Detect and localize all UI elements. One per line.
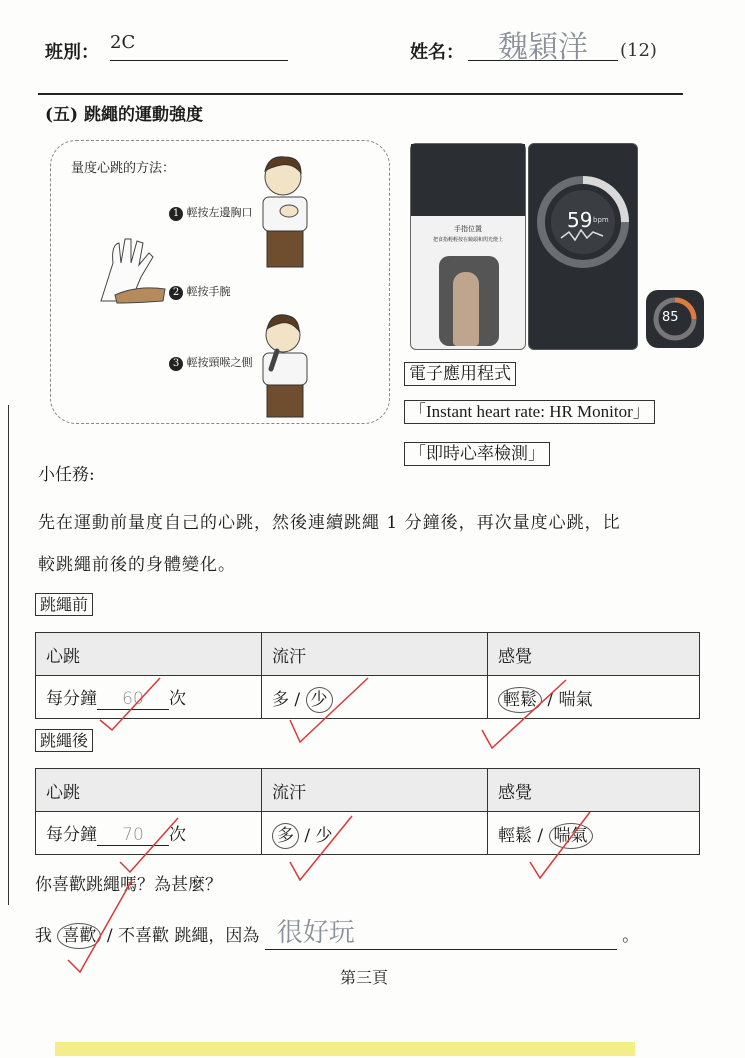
header-rule [38, 93, 683, 95]
after-table [35, 768, 700, 855]
after-header-heartbeat: 心跳 [36, 769, 262, 812]
app-screen-bpm [528, 143, 638, 350]
app-name-line3: 「即時心率檢測」 [404, 442, 550, 466]
after-header-row [36, 769, 700, 812]
step2-label: 輕按手腕 [186, 285, 231, 298]
answer-prefix: 我 [35, 926, 52, 946]
before-feel-a-circled: 輕鬆 [498, 687, 542, 713]
before-label: 跳繩前 [35, 593, 93, 616]
boy-neck-illustration [251, 309, 321, 419]
after-sweat-a-circled: 多 [272, 823, 299, 849]
step1-number: 1 [169, 207, 183, 221]
before-table [35, 632, 700, 719]
after-rate-prefix: 每分鐘 [46, 825, 97, 845]
answer-like-circled: 喜歡 [57, 923, 101, 949]
screen-top [411, 144, 525, 216]
step3 [169, 354, 253, 371]
before-rate-prefix: 每分鐘 [46, 689, 97, 709]
after-header-sweat: 流汗 [262, 769, 488, 812]
name-value: 魏穎洋 [498, 30, 588, 65]
before-value-row [36, 676, 700, 719]
method-card [50, 140, 390, 424]
step2-number: 2 [169, 286, 183, 300]
section-title: (五) 跳繩的運動強度 [45, 105, 204, 125]
after-sweat-b: 少 [315, 825, 333, 846]
answer-end: 。 [622, 926, 640, 946]
name-label: 姓名： [410, 42, 464, 63]
student-number: (12) [620, 40, 657, 61]
task-line1: 先在運動前量度自己的心跳，然後連續跳繩 1 分鐘後，再次量度心跳，比 [38, 513, 621, 533]
screen-label: 手指位置 [454, 225, 482, 233]
page-number: 第三頁 [340, 968, 389, 987]
task-line2: 較跳繩前後的身體變化。 [38, 555, 236, 575]
before-feel-cell: 輕鬆 / 喘氣 [488, 676, 700, 719]
class-value: 2C [110, 32, 136, 53]
after-rate-cell [36, 812, 262, 855]
class-label: 班別： [45, 42, 99, 63]
after-feel-a: 輕鬆 [498, 825, 532, 846]
before-sweat-b-circled: 少 [306, 687, 333, 713]
answer-middle: 跳繩，因為 [174, 926, 260, 946]
step3-number: 3 [169, 357, 183, 371]
step1-label: 輕按左邊胸口 [186, 206, 253, 219]
name-field [468, 22, 618, 65]
screen-hint: 把食指輕輕按在鏡頭和閃光燈上 [432, 237, 503, 243]
answer-line [35, 912, 675, 950]
after-rate-value: 70 [97, 825, 169, 846]
answer-reason: 很好玩 [265, 912, 617, 950]
app-screen-finger [410, 143, 526, 350]
after-rate-suffix: 次 [169, 825, 186, 845]
bpm-value: 59 [567, 208, 593, 232]
app-icon [646, 290, 704, 348]
task-label: 小任務: [38, 465, 95, 485]
answer-dislike: 不喜歡 [117, 926, 169, 946]
boy-chest-illustration [251, 149, 321, 269]
before-rate-cell [36, 676, 262, 719]
binder-edge [0, 405, 9, 905]
step3-label: 輕按頸喉之側 [186, 356, 253, 369]
app-name-line2: 「Instant heart rate: HR Monitor」 [404, 400, 655, 424]
before-feel-b: 喘氣 [558, 689, 593, 710]
after-feel-b-circled: 喘氣 [549, 823, 593, 849]
before-header-heartbeat: 心跳 [36, 633, 262, 676]
answer-slash: / [106, 926, 113, 946]
app-icon-value: 85 [662, 310, 679, 325]
after-value-row [36, 812, 700, 855]
highlight-strip [55, 1042, 635, 1056]
step1 [169, 204, 253, 221]
question-text: 你喜歡跳繩嗎？為甚麼？ [35, 875, 222, 895]
finger-photo [439, 256, 499, 346]
class-field [110, 32, 288, 61]
app-name-line1: 電子應用程式 [404, 362, 516, 386]
before-rate-suffix: 次 [169, 689, 186, 709]
before-sweat-cell: 多 / 少 [262, 676, 488, 719]
method-title: 量度心跳的方法： [71, 161, 176, 176]
after-feel-cell: 輕鬆 / 喘氣 [488, 812, 700, 855]
after-sweat-cell: 多 / 少 [262, 812, 488, 855]
before-header-feeling: 感覺 [488, 633, 700, 676]
before-sweat-a: 多 [272, 689, 289, 710]
before-rate-value: 60 [97, 689, 169, 710]
step2 [169, 283, 231, 300]
after-label: 跳繩後 [35, 729, 93, 752]
wrist-illustration [91, 233, 171, 305]
before-header-sweat: 流汗 [262, 633, 488, 676]
after-header-feeling: 感覺 [488, 769, 700, 812]
before-header-row [36, 633, 700, 676]
bpm-unit: bpm [593, 216, 609, 224]
